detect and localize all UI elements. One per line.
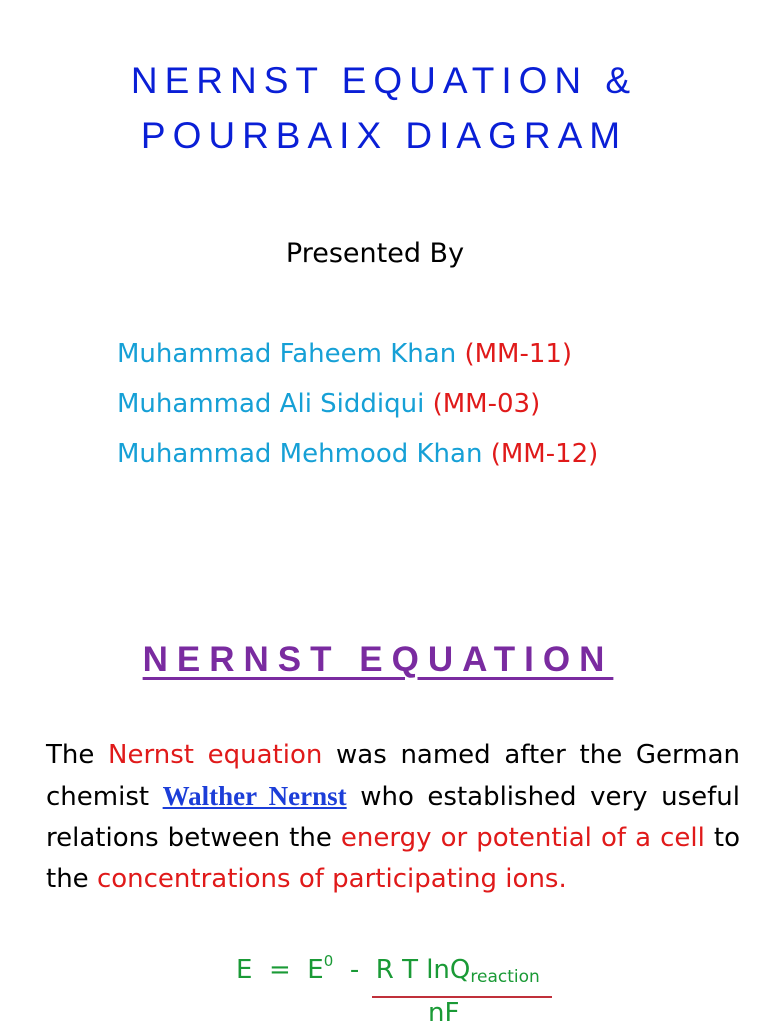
presenter-code: (MM-12) — [490, 439, 599, 469]
nernst-equation — [236, 952, 540, 987]
paragraph-text: The — [46, 740, 109, 770]
eq-e0-superscript: 0 — [323, 952, 334, 970]
eq-e0: E — [307, 955, 324, 985]
eq-minus: - — [349, 955, 360, 985]
highlight-nernst-equation: Nernst equation — [108, 740, 323, 770]
title-line-1: NERNST EQUATION & — [130, 60, 638, 101]
eq-numerator: R T lnQ — [375, 955, 471, 985]
highlight-concentrations: concentrations of participating ions. — [96, 864, 567, 894]
paragraph-text: to the — [46, 823, 740, 894]
intro-paragraph — [46, 735, 740, 900]
presenter-name: Muhammad Mehmood Khan — [117, 439, 483, 469]
title-line-2: POURBAIX DIAGRAM — [140, 115, 628, 156]
presenter-item — [117, 335, 598, 385]
highlight-energy-potential: energy or potential of a cell — [340, 823, 705, 853]
paragraph-text: who established very useful relations between the — [46, 782, 741, 853]
fraction-bar — [372, 996, 552, 998]
presenter-code: (MM-11) — [464, 339, 573, 369]
presenter-code: (MM-03) — [432, 389, 541, 419]
presenter-item — [117, 385, 598, 435]
eq-lhs: E — [236, 955, 253, 985]
presenter-list — [117, 335, 598, 485]
eq-denominator: nF — [428, 998, 460, 1028]
walther-nernst-link[interactable]: Walther Nernst — [162, 781, 347, 811]
presenter-item — [117, 435, 598, 485]
eq-numerator-subscript: reaction — [470, 967, 540, 987]
presenter-name: Muhammad Ali Siddiqui — [117, 389, 425, 419]
presented-by-label: Presented By — [285, 238, 465, 269]
eq-equals: = — [268, 955, 291, 985]
section-heading — [0, 640, 756, 680]
presenter-name: Muhammad Faheem Khan — [117, 339, 457, 369]
section-heading-text: NERNST EQUATION — [142, 640, 614, 679]
paragraph-text: was named after the German chemist — [46, 740, 740, 812]
